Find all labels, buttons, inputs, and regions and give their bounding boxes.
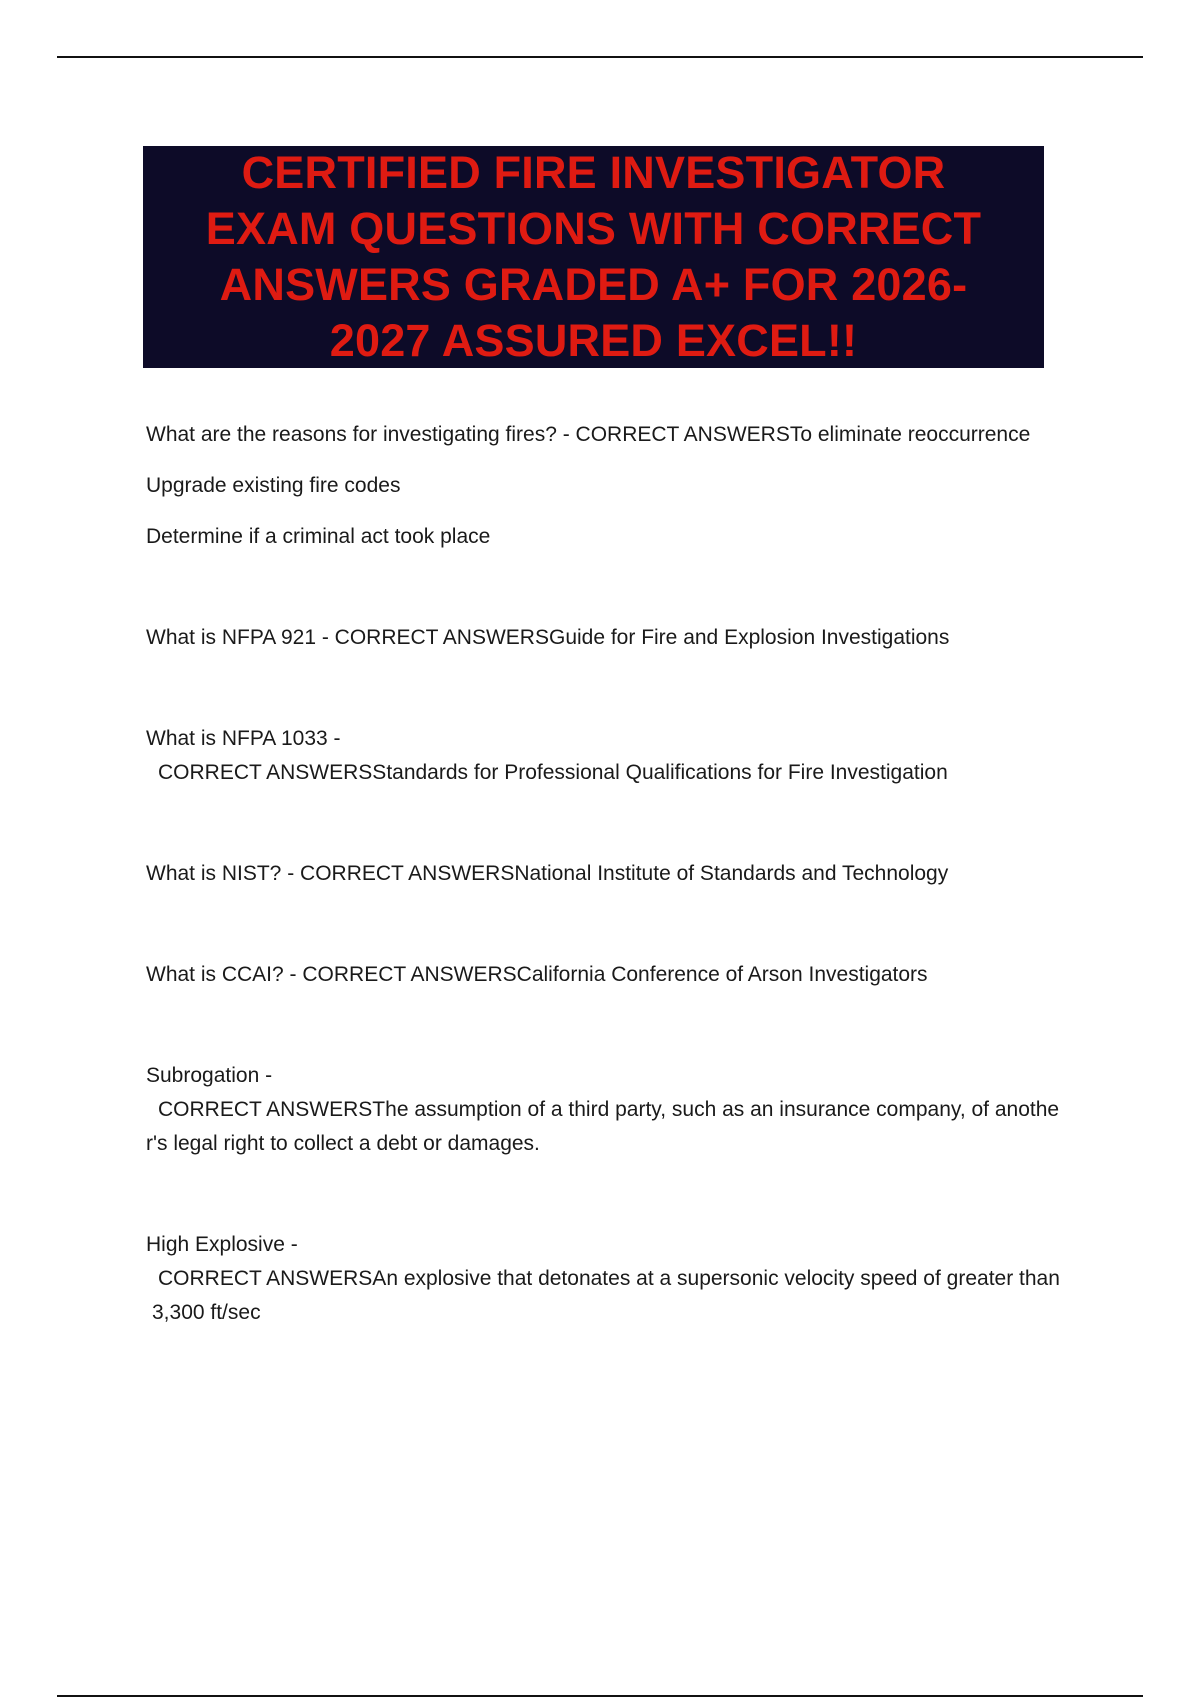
- qa-question: What are the reasons for investigating fires? - CORRECT ANSWERSTo eliminate reoccurrence: [146, 423, 1031, 446]
- qa-item: [146, 418, 1096, 554]
- qa-answer-line: 3,300 ft/sec: [152, 1301, 261, 1324]
- qa-item: [146, 621, 1096, 655]
- document-title: [206, 145, 981, 369]
- qa-item: [146, 857, 1096, 891]
- title-line: 2027 ASSURED EXCEL!!: [329, 315, 858, 366]
- bottom-rule: [57, 1695, 1143, 1697]
- qa-question: What is NFPA 921 - CORRECT ANSWERSGuide for Fire and Explosion Investigations: [146, 626, 950, 649]
- title-line: ANSWERS GRADED A+ FOR 2026-: [219, 259, 968, 310]
- top-rule: [57, 56, 1143, 58]
- qa-answer-line: Upgrade existing fire codes: [146, 474, 401, 497]
- qa-answer-line: Determine if a criminal act took place: [146, 525, 491, 548]
- qa-answer-line: CORRECT ANSWERSStandards for Professional Qualifications for Fire Investigation: [158, 761, 948, 784]
- qa-item: [146, 958, 1096, 992]
- title-banner: [143, 146, 1044, 368]
- qa-answer-line: CORRECT ANSWERSThe assumption of a third party, such as an insurance company, of anothe: [158, 1098, 1060, 1121]
- qa-question: High Explosive -: [146, 1233, 298, 1256]
- title-line: CERTIFIED FIRE INVESTIGATOR: [241, 147, 946, 198]
- qa-answer-line: CORRECT ANSWERSAn explosive that detonates at a supersonic velocity speed of greater than: [158, 1267, 1060, 1290]
- qa-question: What is NFPA 1033 -: [146, 727, 341, 750]
- qa-item: [146, 1059, 1096, 1161]
- qa-question: Subrogation -: [146, 1064, 273, 1087]
- qa-list: [146, 418, 1096, 1330]
- qa-item: [146, 722, 1096, 790]
- qa-question: What is NIST? - CORRECT ANSWERSNational Institute of Standards and Technology: [146, 862, 949, 885]
- qa-answer-line: r's legal right to collect a debt or damages.: [146, 1132, 540, 1155]
- qa-question: What is CCAI? - CORRECT ANSWERSCalifornia Conference of Arson Investigators: [146, 963, 928, 986]
- qa-item: [146, 1228, 1096, 1330]
- title-line: EXAM QUESTIONS WITH CORRECT: [205, 203, 982, 254]
